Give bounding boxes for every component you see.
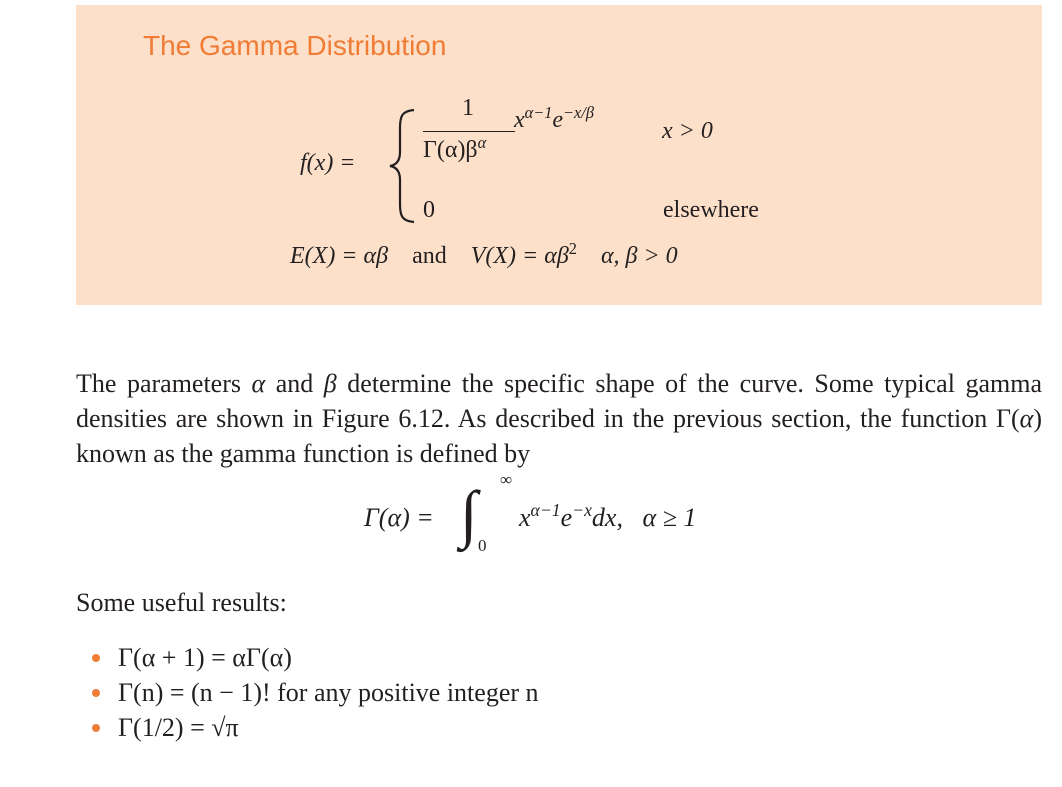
results-list <box>92 640 539 745</box>
integrand-x-exponent: α−1 <box>530 500 561 521</box>
tail-e: e <box>552 107 564 133</box>
results-heading: Some useful results: <box>76 588 287 617</box>
and-word: and <box>412 243 447 269</box>
paragraph-alpha-2: α <box>1019 404 1034 433</box>
tail-e-exponent: −x/β <box>563 103 594 123</box>
paragraph-beta: β <box>323 369 337 398</box>
result-item <box>92 710 539 745</box>
integrand-e: e <box>560 503 573 532</box>
integrand <box>519 500 697 533</box>
fraction-denominator <box>423 133 487 164</box>
fraction-numerator: 1 <box>462 95 474 121</box>
integral-sign: ∫ <box>460 478 478 549</box>
bullet-icon <box>92 654 100 662</box>
paragraph-text-2: and <box>265 369 324 398</box>
integrand-e-exponent: −x <box>572 500 592 521</box>
mean-formula: E(X) = αβ <box>290 243 389 269</box>
parameter-constraint: α, β > 0 <box>600 243 678 269</box>
moments-line <box>290 239 678 270</box>
pdf-elsewhere: elsewhere <box>663 197 759 223</box>
gamma-lhs: Γ(α) = <box>364 503 434 532</box>
result-text: Γ(1/2) = √π <box>118 713 239 742</box>
paragraph-text-3: determine the specific shape of the curve. Some typical gamma densities are shown in Figure 6.12. As described in the previous section, the function Γ( <box>76 369 1042 433</box>
bullet-icon <box>92 689 100 697</box>
description-paragraph <box>76 366 1042 471</box>
fraction-bar <box>423 131 515 132</box>
result-text: Γ(α + 1) = αΓ(α) <box>118 643 292 672</box>
paragraph-text-1: The parameters <box>76 369 252 398</box>
integral-lower-limit: 0 <box>478 536 487 555</box>
result-item <box>92 640 539 675</box>
gamma-function-definition <box>364 470 784 560</box>
pdf-lhs: f(x) = <box>300 150 356 176</box>
pdf-condition: x > 0 <box>662 118 713 144</box>
variance-exponent: 2 <box>568 239 577 259</box>
pdf-zero: 0 <box>423 197 435 223</box>
tail-x: x <box>514 107 525 133</box>
bullet-icon <box>92 724 100 732</box>
denominator-exponent: α <box>477 133 487 153</box>
integral-condition: α ≥ 1 <box>642 503 697 532</box>
pdf-tail <box>514 103 594 134</box>
result-text: Γ(n) = (n − 1)! for any positive integer n <box>118 678 539 707</box>
integral-upper-limit: ∞ <box>500 470 513 489</box>
integrand-x: x <box>519 503 531 532</box>
left-brace-icon <box>388 108 418 224</box>
paragraph-alpha: α <box>251 369 266 398</box>
denominator-base: Γ(α)β <box>423 137 478 163</box>
box-title: The Gamma Distribution <box>143 30 447 61</box>
paragraph-text-4: ) known as the gamma function is defined by <box>76 404 1042 468</box>
variance-formula: V(X) = αβ <box>470 243 569 269</box>
tail-x-exponent: α−1 <box>524 103 553 123</box>
integrand-dx: dx, <box>591 503 623 532</box>
result-item <box>92 675 539 710</box>
